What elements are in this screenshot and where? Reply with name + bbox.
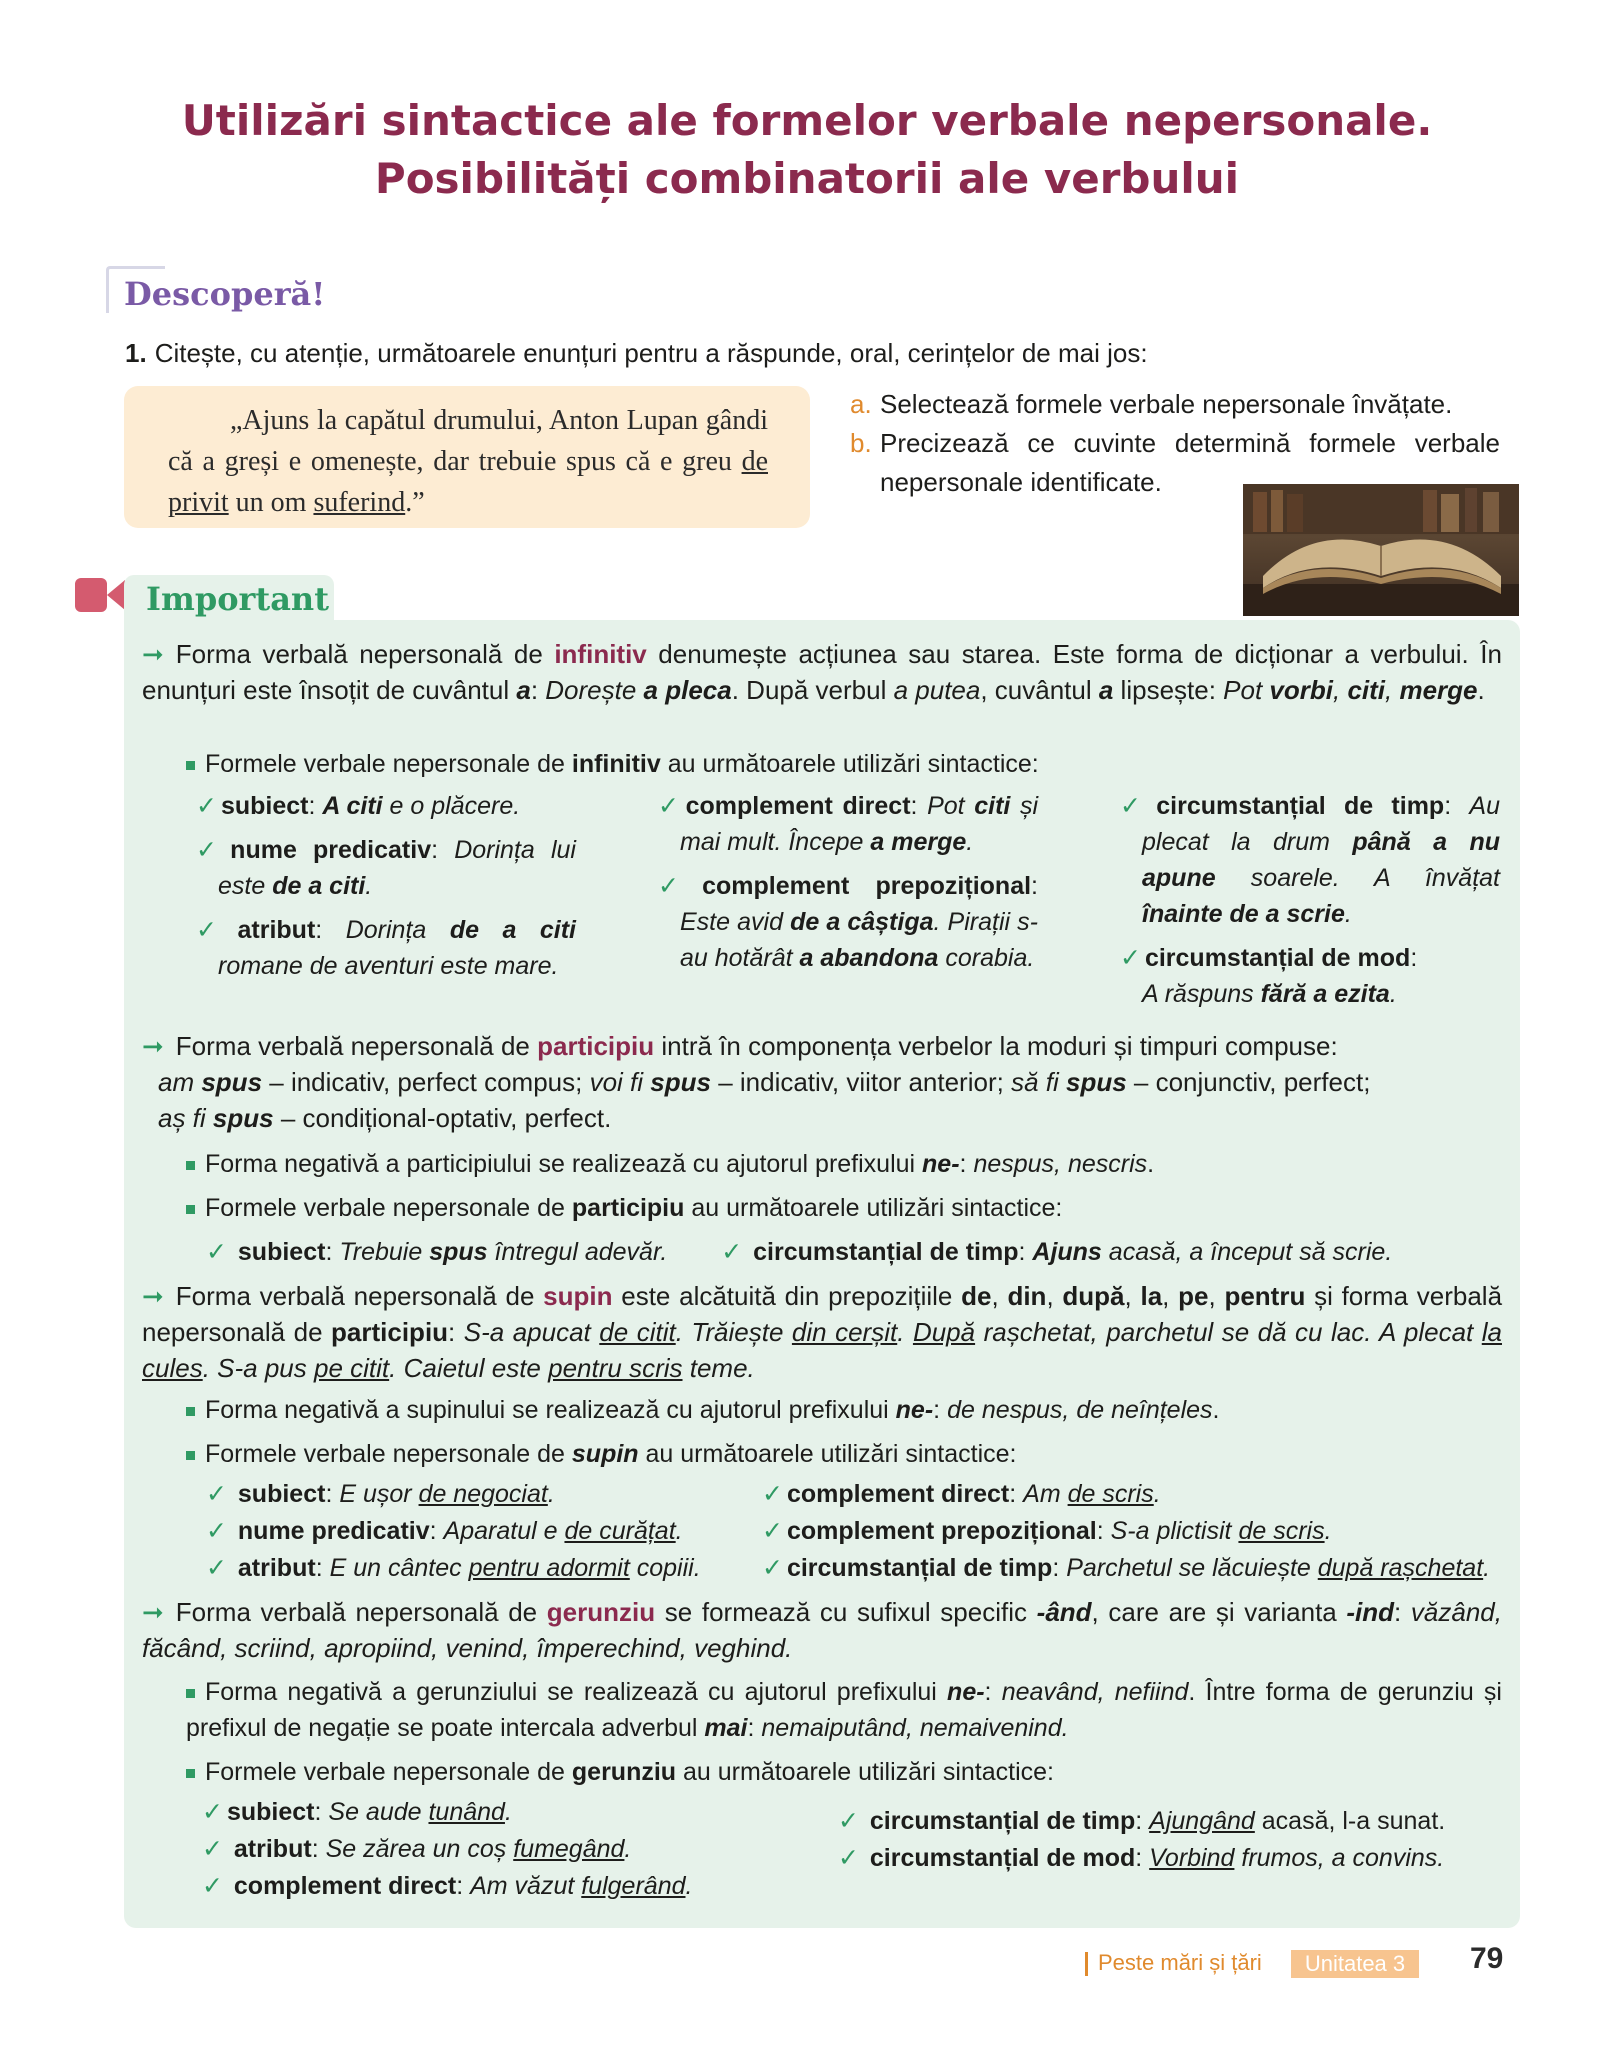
- gerunziu-paragraph: ➞ Forma verbală nepersonală de gerunziu se formează cu sufixul specific -ând, care are și varianta -ind: văzând, făcând, scriind, apropiind, venind, împerechind, veghind.: [142, 1597, 1502, 1663]
- video-camera-icon: [75, 578, 125, 612]
- infinitiv-col-2: ✓ complement direct: Pot citi și mai mult. Începe a merge. ✓ complement prepozițional: Este avid de a câștiga. Pirații s-au hotărât a abandona corabia.: [658, 792, 1038, 972]
- participiu-paragraph: ➞ Forma verbală nepersonală de participiu intră în componența verbelor la moduri și timpuri compuse: am spus – indicativ, perfect compus; voi fi spus – indicativ, viitor anterior; să fi spus – conjunctiv, perfect; aș fi spus – condițional-optativ, perfect.: [142, 1031, 1371, 1133]
- title-line-1: Utilizări sintactice ale formelor verbale nepersonale.: [181, 96, 1433, 145]
- supin-col-2: ✓ complement direct: Am de scris. ✓ complement prepozițional: S-a plictisit de scris. ✓ circumstanțial de timp: Parchetul se lăcuiește după rașchetat.: [762, 1480, 1491, 1582]
- page-number: 79: [1470, 1942, 1504, 1975]
- important-heading: Important: [146, 580, 329, 618]
- footer-section-title: Peste mări și țări: [1085, 1950, 1262, 1976]
- quote-box: [124, 386, 810, 528]
- gerunziu-col-2: ✓ circumstanțial de timp: Ajungând acasă, l-a sunat. ✓ circumstanțial de mod: Vorbind frumos, a convins.: [838, 1807, 1446, 1872]
- discover-heading: Descoperă!: [124, 275, 326, 313]
- unit-badge: Unitatea 3: [1291, 1950, 1419, 1978]
- gerunziu-col-1: ✓ subiect: Se aude tunând. ✓ atribut: Se zărea un coș fumegând. ✓ complement direct: Am văzut fulgerând.: [202, 1798, 693, 1900]
- question-1: [125, 338, 1148, 369]
- task-a: a. Selectează formele verbale nepersonale învățate.: [850, 389, 1453, 419]
- supin-paragraph: ➞ Forma verbală nepersonală de supin este alcătuită din prepozițiile de, din, după, la, pe, pentru și forma verbală nepersonală de participiu: S-a apucat de citit. Trăiește din cerșit. După rașchetat, parchetul se dă cu lac. A plecat la cules. S-a pus pe citit. Caietul este pentru scris teme.: [142, 1281, 1503, 1383]
- old-book-photo: [1243, 484, 1519, 616]
- task-b: b. Precizează ce cuvinte determină formele verbale nepersonale identificate.: [850, 428, 1500, 497]
- quote-text: „Ajuns la capătul drumului, Anton Lupan gândi că a greși e omenește, dar trebuie spus că e greu de privit un om suferind.”: [168, 405, 768, 518]
- supin-uses-intro: Formele verbale nepersonale de supin au următoarele utilizări sintactice:: [186, 1436, 1486, 1472]
- infinitiv-col-3: ✓ circumstanțial de timp: Au plecat la drum până a nu apune soarele. A învățat înainte de a scrie. ✓ circumstanțial de mod: A răspuns fără a ezita.: [1120, 792, 1500, 1008]
- infinitiv-paragraph: ➞ Forma verbală nepersonală de infinitiv denumește acțiunea sau starea. Este forma de dicționar a verbului. În enunțuri este însoțit de cuvântul a: Dorește a pleca. După verbul a putea, cuvântul a lipsește: Pot vorbi, citi, merge.: [142, 639, 1502, 705]
- supin-col-1: ✓ subiect: E ușor de negociat. ✓ nume predicativ: Aparatul e de curățat. ✓ atribut: E un cântec pentru adormit copiii.: [206, 1480, 701, 1582]
- question-text: Citește, cu atenție, următoarele enunțuri pentru a răspunde, oral, cerințelor de mai jos:: [154, 338, 1148, 368]
- question-number: 1.: [125, 338, 147, 368]
- infinitiv-col-1: ✓ subiect: A citi e o plăcere. ✓ nume predicativ: Dorința lui este de a citi. ✓ atribut: Dorința de a citi romane de aventuri este mare.: [196, 792, 576, 980]
- participiu-uses: ✓ subiect: Trebuie spus întregul adevăr. ✓ circumstanțial de timp: Ajuns acasă, a început să scrie.: [206, 1238, 1393, 1266]
- gerunziu-uses-intro: Formele verbale nepersonale de gerunziu au următoarele utilizări sintactice:: [186, 1754, 1486, 1790]
- participiu-uses-intro: Formele verbale nepersonale de participiu au următoarele utilizări sintactice:: [186, 1190, 1486, 1226]
- participiu-negative: Forma negativă a participiului se realizează cu ajutorul prefixului ne-: nespus, nescris.: [186, 1146, 1486, 1182]
- page-title: [0, 92, 1614, 208]
- supin-negative: Forma negativă a supinului se realizează cu ajutorul prefixului ne-: de nespus, de neînțeles.: [186, 1392, 1486, 1428]
- infinitiv-uses-intro: Formele verbale nepersonale de infinitiv au următoarele utilizări sintactice:: [186, 746, 1486, 782]
- gerunziu-negative: Forma negativă a gerunziului se realizează cu ajutorul prefixului ne-: neavând, nefiind. Între forma de gerunziu și prefixul de negație se poate intercala adverbul mai: nemaiputând, nemaivenind.: [186, 1678, 1502, 1742]
- title-line-2: Posibilități combinatorii ale verbului: [374, 154, 1240, 203]
